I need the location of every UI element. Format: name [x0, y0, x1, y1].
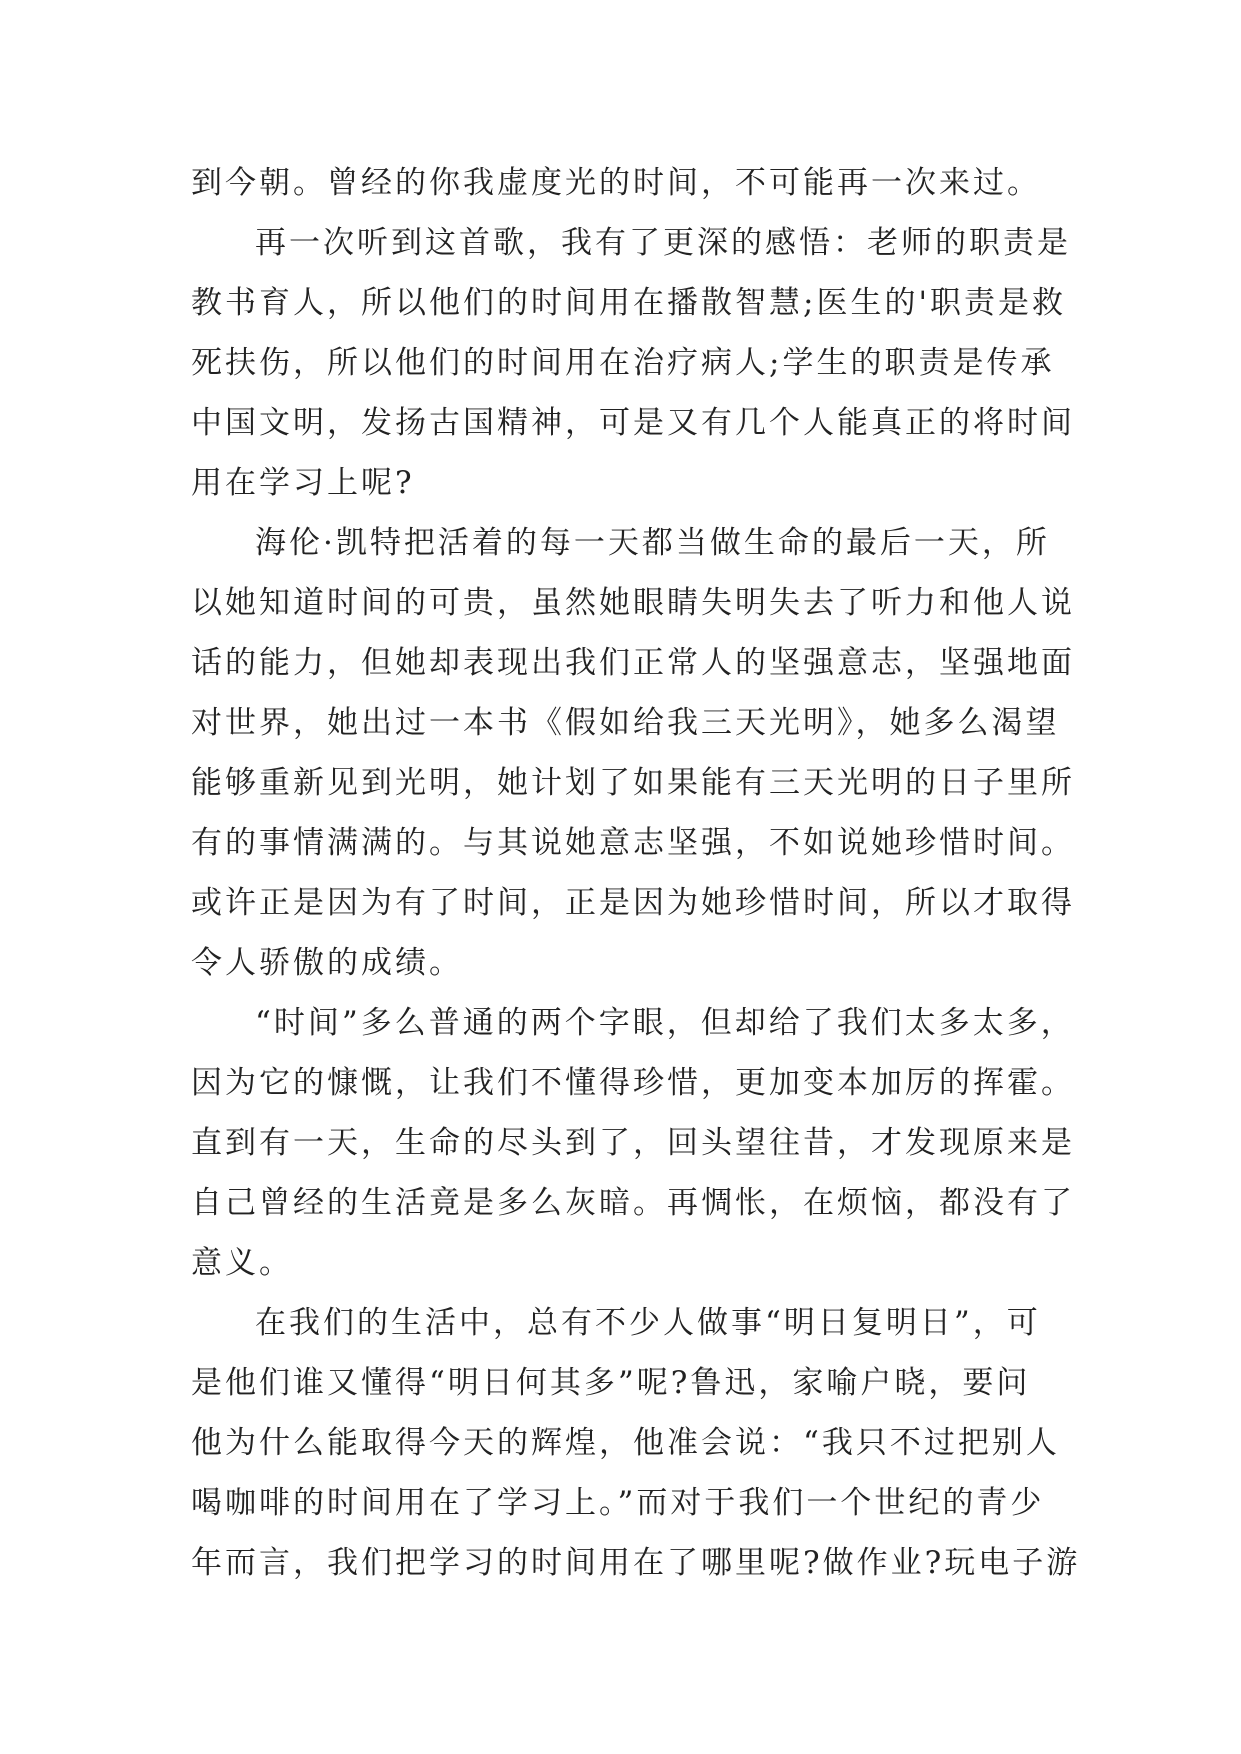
text-line: 年而言，我们把学习的时间用在了哪里呢?做作业?玩电子游	[191, 1545, 1081, 1581]
text-line: 他为什么能取得今天的辉煌，他准会说：“我只不过把别人	[191, 1425, 1060, 1461]
text-line: 以她知道时间的可贵，虽然她眼睛失明失去了听力和他人说	[191, 585, 1075, 621]
text-line: 喝咖啡的时间用在了学习上。”而对于我们一个世纪的青少	[191, 1485, 1045, 1521]
text-line: 自己曾经的生活竟是多么灰暗。再惆怅，在烦恼，都没有了	[191, 1185, 1075, 1221]
text-line: 是他们谁又懂得“明日何其多”呢?鲁迅，家喻户晓，要问	[191, 1365, 1031, 1401]
text-line: 中国文明，发扬古国精神，可是又有几个人能真正的将时间	[191, 405, 1075, 441]
text-line: 在我们的生活中，总有不少人做事“明日复明日”，可	[255, 1305, 1041, 1341]
text-line: 对世界，她出过一本书《假如给我三天光明》，她多么渴望	[191, 705, 1060, 741]
text-line: “时间”多么普通的两个字眼，但却给了我们太多太多，	[255, 1005, 1075, 1041]
text-line: 再一次听到这首歌，我有了更深的感悟：老师的职责是	[255, 225, 1071, 261]
text-line: 或许正是因为有了时间，正是因为她珍惜时间，所以才取得	[191, 885, 1075, 921]
text-line: 用在学习上呢?	[191, 465, 415, 501]
text-line: 意义。	[191, 1245, 293, 1281]
text-line: 有的事情满满的。与其说她意志坚强，不如说她珍惜时间。	[191, 825, 1075, 861]
text-line: 令人骄傲的成绩。	[191, 945, 463, 981]
text-line: 死扶伤，所以他们的时间用在治疗病人;学生的职责是传承	[191, 345, 1055, 381]
text-line: 直到有一天，生命的尽头到了，回头望往昔，才发现原来是	[191, 1125, 1075, 1161]
text-line: 海伦·凯特把活着的每一天都当做生命的最后一天，所	[255, 525, 1050, 561]
text-line: 到今朝。曾经的你我虚度光的时间，不可能再一次来过。	[191, 165, 1041, 201]
text-line: 能够重新见到光明，她计划了如果能有三天光明的日子里所	[191, 765, 1075, 801]
text-line: 话的能力，但她却表现出我们正常人的坚强意志，坚强地面	[191, 645, 1075, 681]
text-line: 因为它的慷慨，让我们不懂得珍惜，更加变本加厉的挥霍。	[191, 1065, 1075, 1101]
text-line: 教书育人，所以他们的时间用在播散智慧;医生的'职责是救	[191, 285, 1066, 321]
